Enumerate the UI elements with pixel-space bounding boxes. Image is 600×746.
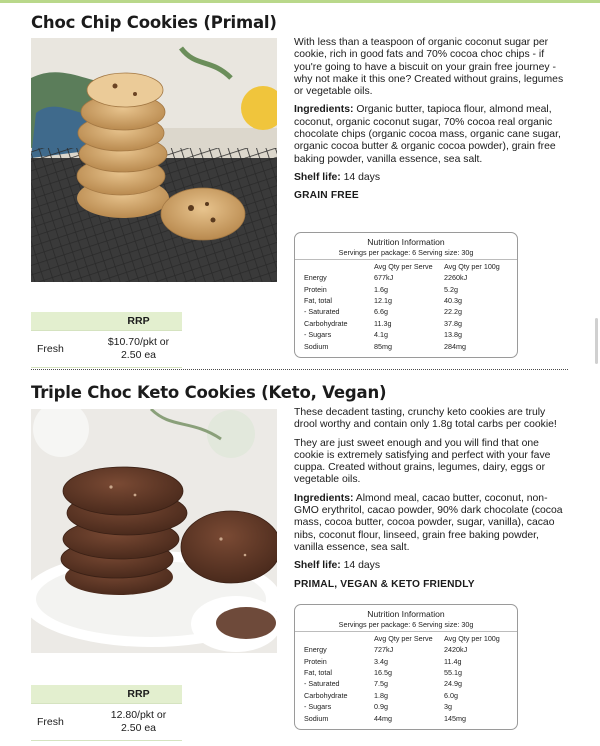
nutrition-heading: Nutrition Information	[367, 237, 445, 247]
nutrition-row	[295, 272, 517, 283]
shelf-life-value: 14 days	[340, 560, 381, 572]
product-1-title: Choc Chip Cookies (Primal)	[31, 13, 277, 32]
product-1-rrp-table	[31, 312, 182, 368]
nutrient-per-100g: 5.2g	[444, 284, 458, 294]
product-2-photo	[31, 409, 277, 653]
product-1-description	[294, 37, 566, 209]
nutrient-per-100g: 3g	[444, 702, 452, 712]
nutrient-name: - Saturated	[304, 307, 340, 317]
rrp-price	[95, 331, 182, 368]
product-2-title: Triple Choc Keto Cookies (Keto, Vegan)	[31, 383, 387, 402]
product-2-nutrition-panel	[294, 604, 518, 730]
nutrient-name: Energy	[304, 645, 327, 655]
nutrient-name: Carbohydrate	[304, 318, 348, 328]
nutrient-per-serve: 0.9g	[374, 702, 388, 712]
product-2-intro-1: These decadent tasting, crunchy keto cookies are truly drool worthy and contain only 1.8g total carbs per cookie!	[294, 407, 557, 431]
nutrition-col-spacer	[295, 633, 374, 644]
rrp-price-line1: $10.70/pkt or	[107, 336, 170, 348]
scrollbar-thumb[interactable]	[595, 318, 598, 364]
nutrient-name: Energy	[304, 273, 327, 283]
ingredients-label: Ingredients:	[294, 104, 354, 116]
rrp-price-line1: 12.80/pkt or	[110, 709, 167, 721]
nutrition-col-spacer	[295, 261, 374, 272]
nutrition-col-serve-header: Avg Qty per Serve	[374, 262, 433, 271]
nutrient-name: Sodium	[304, 341, 329, 351]
nutrient-per-serve: 7.5g	[374, 679, 388, 689]
nutrient-per-serve: 6.6g	[374, 307, 388, 317]
nutrition-col-100g-header: Avg Qty per 100g	[444, 634, 500, 643]
nutrient-per-100g: 55.1g	[444, 667, 462, 677]
nutrient-per-serve: 12.1g	[374, 295, 392, 305]
nutrition-row	[295, 678, 517, 689]
product-1-photo	[31, 38, 277, 282]
product-1-shelf-life	[294, 172, 566, 184]
product-2-diet-tag: PRIMAL, VEGAN & KETO FRIENDLY	[294, 578, 475, 590]
nutrition-heading: Nutrition Information	[367, 609, 445, 619]
nutrition-row	[295, 295, 517, 306]
nutrient-per-serve: 677kJ	[374, 273, 394, 283]
nutrition-table	[295, 261, 517, 352]
rrp-header-spacer	[31, 685, 95, 704]
nutrition-row	[295, 283, 517, 294]
nutrition-divider	[295, 259, 517, 260]
nutrient-per-100g: 40.3g	[444, 295, 462, 305]
product-2-intro-2: They are just sweet enough and you will find that one cookie is extremely satisfying and perfect with your fave cuppa. Created without grains, legumes, dairy, eggs or vegetable oils.	[294, 437, 551, 486]
rrp-price	[95, 704, 182, 741]
nutrient-per-serve: 3.4g	[374, 656, 388, 666]
nutrient-per-100g: 22.2g	[444, 307, 462, 317]
nutrition-row	[295, 644, 517, 655]
nutrient-per-100g: 37.8g	[444, 318, 462, 328]
nutrient-per-serve: 4.1g	[374, 330, 388, 340]
nutrient-per-100g: 13.8g	[444, 330, 462, 340]
nutrient-per-100g: 2260kJ	[444, 273, 468, 283]
product-1-diet-tag: GRAIN FREE	[294, 190, 359, 202]
product-1-ingredients	[294, 104, 566, 165]
product-1-nutrition-panel	[294, 232, 518, 358]
nutrient-name: Protein	[304, 284, 327, 294]
nutrition-row	[295, 701, 517, 712]
top-accent-bar	[0, 0, 600, 3]
nutrition-row	[295, 329, 517, 340]
product-2-ingredients	[294, 493, 566, 554]
nutrient-per-100g: 284mg	[444, 341, 466, 351]
nutrient-per-100g: 11.4g	[444, 656, 462, 666]
nutrition-row	[295, 306, 517, 317]
ingredients-text: Organic butter, tapioca flour, almond meal, coconut, organic coconut sugar, 70% cocoa real organic chocolate chips (organic cocoa mass, organic cane sugar, organic cocoa butter & organic cocoa powder), grain free baking powder, vanilla essence, sea salt.	[294, 104, 561, 165]
nutrient-name: - Sugars	[304, 330, 332, 340]
nutrition-serving-info: Servings per package: 6 Serving size: 30g	[338, 620, 474, 629]
nutrition-row	[295, 712, 517, 723]
shelf-life-value: 14 days	[340, 171, 381, 183]
nutrition-row	[295, 340, 517, 351]
nutrient-name: Carbohydrate	[304, 690, 348, 700]
rrp-header: RRP	[95, 312, 182, 331]
shelf-life-label: Shelf life:	[294, 560, 341, 572]
nutrient-name: Fat, total	[304, 667, 332, 677]
nutrient-per-100g: 6.0g	[444, 690, 458, 700]
rrp-label: Fresh	[31, 704, 95, 741]
nutrient-per-serve: 44mg	[374, 713, 392, 723]
nutrient-per-100g: 24.9g	[444, 679, 462, 689]
nutrient-name: Fat, total	[304, 295, 332, 305]
shelf-life-label: Shelf life:	[294, 171, 341, 183]
nutrient-per-100g: 2420kJ	[444, 645, 468, 655]
nutrient-per-serve: 85mg	[374, 341, 392, 351]
product-2-description	[294, 407, 566, 597]
nutrient-per-serve: 1.8g	[374, 690, 388, 700]
nutrient-per-serve: 16.5g	[374, 667, 392, 677]
rrp-label: Fresh	[31, 331, 95, 368]
nutrition-row	[295, 655, 517, 666]
product-2-shelf-life	[294, 560, 566, 572]
nutrition-col-serve-header: Avg Qty per Serve	[374, 634, 433, 643]
nutrition-row	[295, 318, 517, 329]
nutrition-row	[295, 690, 517, 701]
nutrient-name: Sodium	[304, 713, 329, 723]
product-2-rrp-table	[31, 685, 182, 741]
product-1-intro: With less than a teaspoon of organic coconut sugar per cookie, rich in good fats and 70% cocoa choc chips - if you're going to have a biscuit on your grain free journey - why not make it this one? Created without grains, legumes or vegetable oils.	[294, 37, 564, 98]
nutrient-name: - Sugars	[304, 702, 332, 712]
nutrition-row	[295, 667, 517, 678]
ingredients-text: Almond meal, cacao butter, coconut, non-GMO erythritol, cacao powder, 90% dark chocolate (cocoa mass, cocoa butter, cocoa powder, sugar, vanilla), cacao nibs, coconut flour, linseed, grain free baking powder, vanilla essence, sea salt.	[294, 492, 563, 553]
nutrition-table	[295, 633, 517, 724]
rrp-header-spacer	[31, 312, 95, 331]
rrp-price-line2: 2.50 ea	[120, 722, 157, 734]
ingredients-label: Ingredients:	[294, 492, 354, 504]
nutrient-name: - Saturated	[304, 679, 340, 689]
nutrition-serving-info: Servings per package: 6 Serving size: 30g	[338, 248, 474, 257]
nutrient-per-serve: 11.3g	[374, 318, 392, 328]
nutrition-divider	[295, 631, 517, 632]
rrp-price-line2: 2.50 ea	[120, 349, 157, 361]
nutrient-name: Protein	[304, 656, 327, 666]
nutrient-per-100g: 145mg	[444, 713, 466, 723]
nutrition-col-100g-header: Avg Qty per 100g	[444, 262, 500, 271]
nutrient-per-serve: 1.6g	[374, 284, 388, 294]
nutrient-per-serve: 727kJ	[374, 645, 394, 655]
rrp-header: RRP	[95, 685, 182, 704]
section-divider	[31, 369, 568, 370]
